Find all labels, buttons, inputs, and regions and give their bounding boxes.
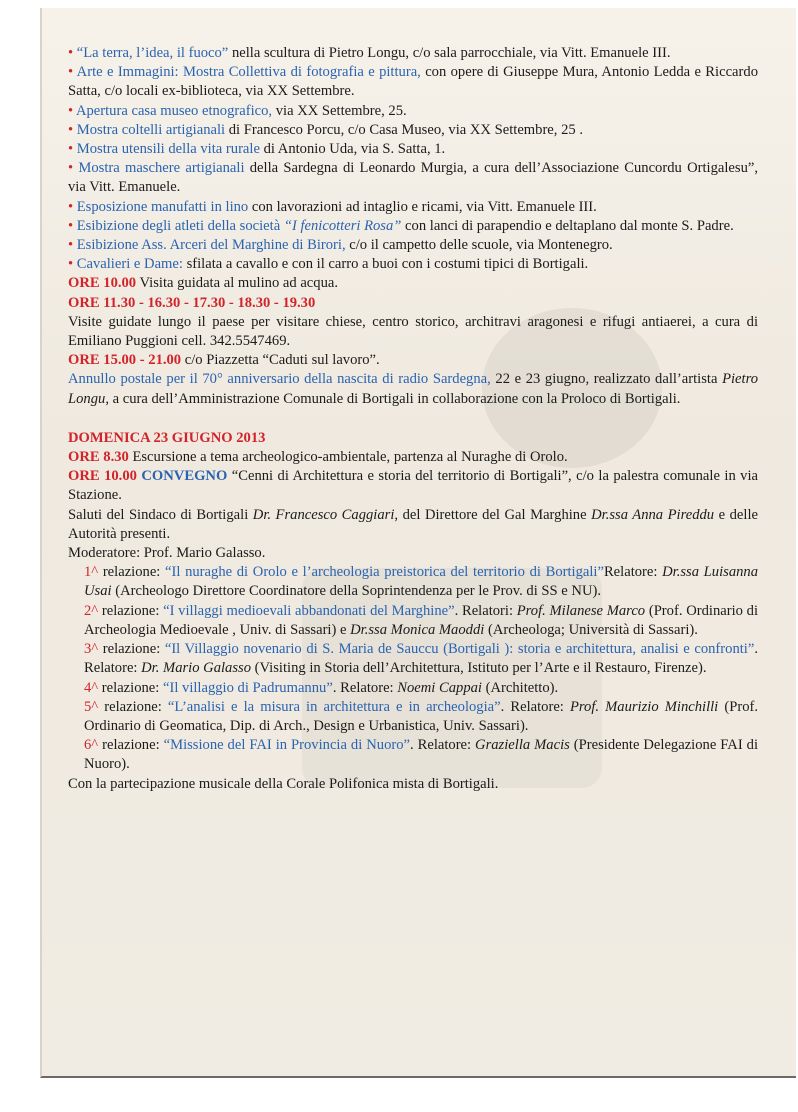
saluti-paragraph: [68, 506, 758, 544]
annullo-text: 22 e 23 giugno, realizzato dall’artista: [490, 371, 723, 388]
relazione-title: “Il villaggio di Padrumannu”: [162, 679, 333, 696]
list-item: [68, 255, 758, 274]
relatore-detail: (Prof. Ordinario di Archeologia Medioevale , Univ. di Sassari) e: [84, 602, 758, 638]
relazione-item: [68, 640, 758, 678]
relazione-number: 1^: [84, 564, 99, 581]
relazione-item: [68, 679, 758, 698]
scanned-page: [40, 8, 796, 1078]
person-name: Dr.ssa Anna Pireddu: [591, 506, 715, 523]
schedule-line: [68, 448, 758, 467]
bullet: •: [68, 121, 74, 138]
bullet: •: [68, 102, 74, 119]
schedule-text: “Cenni di Architettura e storia del territorio di Bortigali”, c/o la palestra comunale in via Stazione.: [68, 468, 759, 504]
schedule-text: Visita guidata al mulino ad acqua.: [136, 275, 339, 292]
list-item: [68, 44, 758, 63]
bullet: •: [68, 256, 74, 273]
relatore-name: Dr.ssa Monica Maoddi: [350, 621, 485, 638]
moderatore-line: Moderatore: Prof. Mario Galasso.: [68, 545, 266, 562]
relazione-number: 4^: [84, 679, 99, 696]
visite-text: Visite guidate lungo il paese per visitare chiese, centro storico, architravi aragonesi e rifugi antiaerei, a cura di Emiliano Puggioni cell. 342.5547469.: [68, 313, 758, 350]
event-detail: con lanci di parapendio e deltaplano dal monte S. Padre.: [401, 217, 734, 234]
bullet: •: [68, 141, 74, 158]
bullet: •: [68, 198, 74, 215]
list-item: [68, 236, 758, 255]
time-label-multi: ORE 11.30 - 16.30 - 17.30 - 18.30 - 19.30: [68, 294, 316, 311]
list-item: [68, 198, 758, 217]
relatore-name: Dr.ssa Luisanna Usai: [84, 564, 759, 600]
annullo-title: Annullo postale per il 70° anniversario della nascita di radio Sardegna,: [68, 371, 491, 388]
relatore-name: Prof. Maurizio Minchilli: [569, 698, 719, 715]
list-item: [68, 140, 758, 159]
relatore-label: . Relatore:: [500, 698, 570, 715]
relatore-detail: (Archeologa; Università di Sassari).: [484, 621, 698, 638]
relazione-title: “Il nuraghe di Orolo e l’archeologia preistorica del territorio di Bortigali”: [165, 564, 604, 581]
relatore-detail: (Visiting in Storia dell’Architettura, Istituto per l’Arte e il Restauro, Firenze).: [251, 660, 707, 677]
event-title: Esposizione manufatti in lino: [76, 198, 249, 215]
relatore-label: . Relatori:: [454, 602, 517, 619]
event-title: Mostra coltelli artigianali: [76, 121, 226, 138]
event-title: Mostra utensili della vita rurale: [76, 141, 260, 158]
event-title: Apertura casa museo etnografico,: [75, 102, 273, 119]
relatore-label: . Relatore:: [410, 737, 476, 754]
event-title: Arte e Immagini: Mostra Collettiva di fotografia e pittura,: [76, 64, 421, 81]
list-item: [68, 159, 758, 197]
time-label: ORE 15.00 - 21.00: [68, 352, 182, 369]
relazione-label: relazione:: [98, 602, 164, 619]
event-detail: della Sardegna di Leonardo Murgia, a cura dell’Associazione Cuncordu Ortigalesu”, via Vitt. Emanuele.: [68, 160, 758, 196]
relazione-item: [68, 563, 758, 601]
relazione-label: relazione:: [98, 641, 165, 658]
event-title-italic: “I fenicotteri Rosa”: [283, 217, 402, 234]
artist-name: Pietro Longu: [68, 371, 758, 407]
relazione-label: relazione:: [98, 737, 164, 754]
event-title: Esibizione Ass. Arceri del Marghine di Birori,: [76, 237, 346, 254]
event-detail: di Francesco Porcu, c/o Casa Museo, via XX Settembre, 25 .: [225, 121, 583, 138]
bullet: •: [68, 160, 74, 177]
relazione-item: [68, 736, 758, 774]
closing-line: Con la partecipazione musicale della Corale Polifonica mista di Bortigali.: [68, 775, 499, 792]
relazione-number: 3^: [84, 641, 99, 658]
relazione-label: relazione:: [98, 564, 166, 581]
relatore-detail: (Architetto).: [481, 679, 559, 696]
bullet: •: [68, 45, 74, 61]
relatore-detail: (Presidente Delegazione FAI di Nuoro).: [84, 737, 758, 773]
event-detail: con opere di Giuseppe Mura, Antonio Ledda e Riccardo Satta, c/o locali ex-biblioteca, via XX Settembre.: [68, 64, 758, 100]
time-label: ORE 10.00: [68, 468, 137, 485]
relazione-number: 6^: [84, 737, 99, 754]
schedule-line: [68, 274, 758, 293]
relazione-item: [68, 602, 758, 640]
event-detail: nella scultura di Pietro Longu, c/o sala parrocchiale, via Vitt. Emanuele III.: [228, 45, 671, 61]
relazione-title: “I villaggi medioevali abbandonati del Marghine”: [163, 602, 455, 619]
relatore-label: Relatore:: [603, 564, 663, 581]
saluti-text: Saluti del Sindaco di Bortigali: [68, 506, 253, 523]
event-detail: via XX Settembre, 25.: [272, 102, 407, 119]
relazione-title: “L’analisi e la misura in architettura e in archeologia”: [167, 698, 501, 715]
relatore-name: Dr. Mario Galasso: [141, 660, 252, 677]
event-detail: di Antonio Uda, via S. Satta, 1.: [259, 141, 446, 158]
saluti-text: e delle Autorità presenti.: [68, 506, 758, 542]
spacer: [68, 409, 758, 429]
event-detail: c/o il campetto delle scuole, via Montenegro.: [345, 237, 613, 254]
program-text: [68, 44, 758, 794]
list-item: [68, 63, 758, 101]
bullet: •: [68, 64, 74, 81]
person-name: Dr. Francesco Caggiari: [252, 506, 395, 523]
annullo-paragraph: [68, 370, 758, 408]
section-title: DOMENICA 23 GIUGNO 2013: [68, 429, 266, 446]
relatore-label: . Relatore:: [332, 679, 398, 696]
event-detail: con lavorazioni ad intaglio e ricami, via Vitt. Emanuele III.: [248, 198, 597, 215]
relatore-detail: (Prof. Ordinario di Geomatica, Dip. di Arch., Design e Urbanistica, Univ. Sassari).: [84, 698, 758, 734]
list-item: [68, 102, 758, 121]
relatore-name: Graziella Macis: [475, 737, 570, 754]
relazione-item: [68, 698, 758, 736]
time-label: ORE 8.30: [68, 449, 129, 466]
event-title: Esibizione degli atleti della società: [76, 217, 284, 234]
schedule-line: [68, 467, 758, 505]
relazione-number: 2^: [84, 602, 99, 619]
time-label: ORE 10.00: [68, 275, 137, 292]
relatore-name: Prof. Milanese Marco: [516, 602, 646, 619]
convegno-label: CONVEGNO: [136, 468, 228, 485]
schedule-line: [68, 351, 758, 370]
relatore-label: . Relatore:: [84, 641, 758, 677]
relazione-number: 5^: [84, 698, 99, 715]
relazione-label: relazione:: [98, 698, 168, 715]
schedule-text: c/o Piazzetta “Caduti sul lavoro”.: [181, 352, 380, 369]
schedule-text: Escursione a tema archeologico-ambientale, partenza al Nuraghe di Orolo.: [128, 449, 568, 466]
list-item-fenicotteri: [68, 217, 758, 236]
bullet: •: [68, 217, 74, 234]
annullo-text: , a cura dell’Amministrazione Comunale di Bortigali in collaborazione con la Proloco di Bortigali.: [105, 390, 681, 407]
relazione-title: “Missione del FAI in Provincia di Nuoro”: [163, 737, 410, 754]
event-title: “La terra, l’idea, il fuoco”: [76, 45, 229, 61]
relazione-title: “Il Villaggio novenario di S. Maria de Sauccu (Bortigali ): storia e architettura, analisi e confronti”: [164, 641, 755, 658]
relazione-label: relazione:: [98, 679, 163, 696]
relazioni-list: [68, 563, 758, 774]
event-list: [68, 44, 758, 217]
relatore-detail: (Archeologo Direttore Coordinatore della Soprintendenza per le Prov. di SS e NU).: [111, 583, 602, 600]
bullet: •: [68, 237, 74, 254]
event-list: [68, 236, 758, 274]
event-title: Mostra maschere artigianali: [78, 160, 245, 177]
event-title: Cavalieri e Dame:: [76, 256, 183, 273]
list-item: [68, 121, 758, 140]
saluti-text: , del Direttore del Gal Marghine: [394, 506, 592, 523]
event-detail: sfilata a cavallo e con il carro a buoi con i costumi tipici di Bortigali.: [182, 256, 589, 273]
relatore-name: Noemi Cappai: [397, 679, 482, 696]
